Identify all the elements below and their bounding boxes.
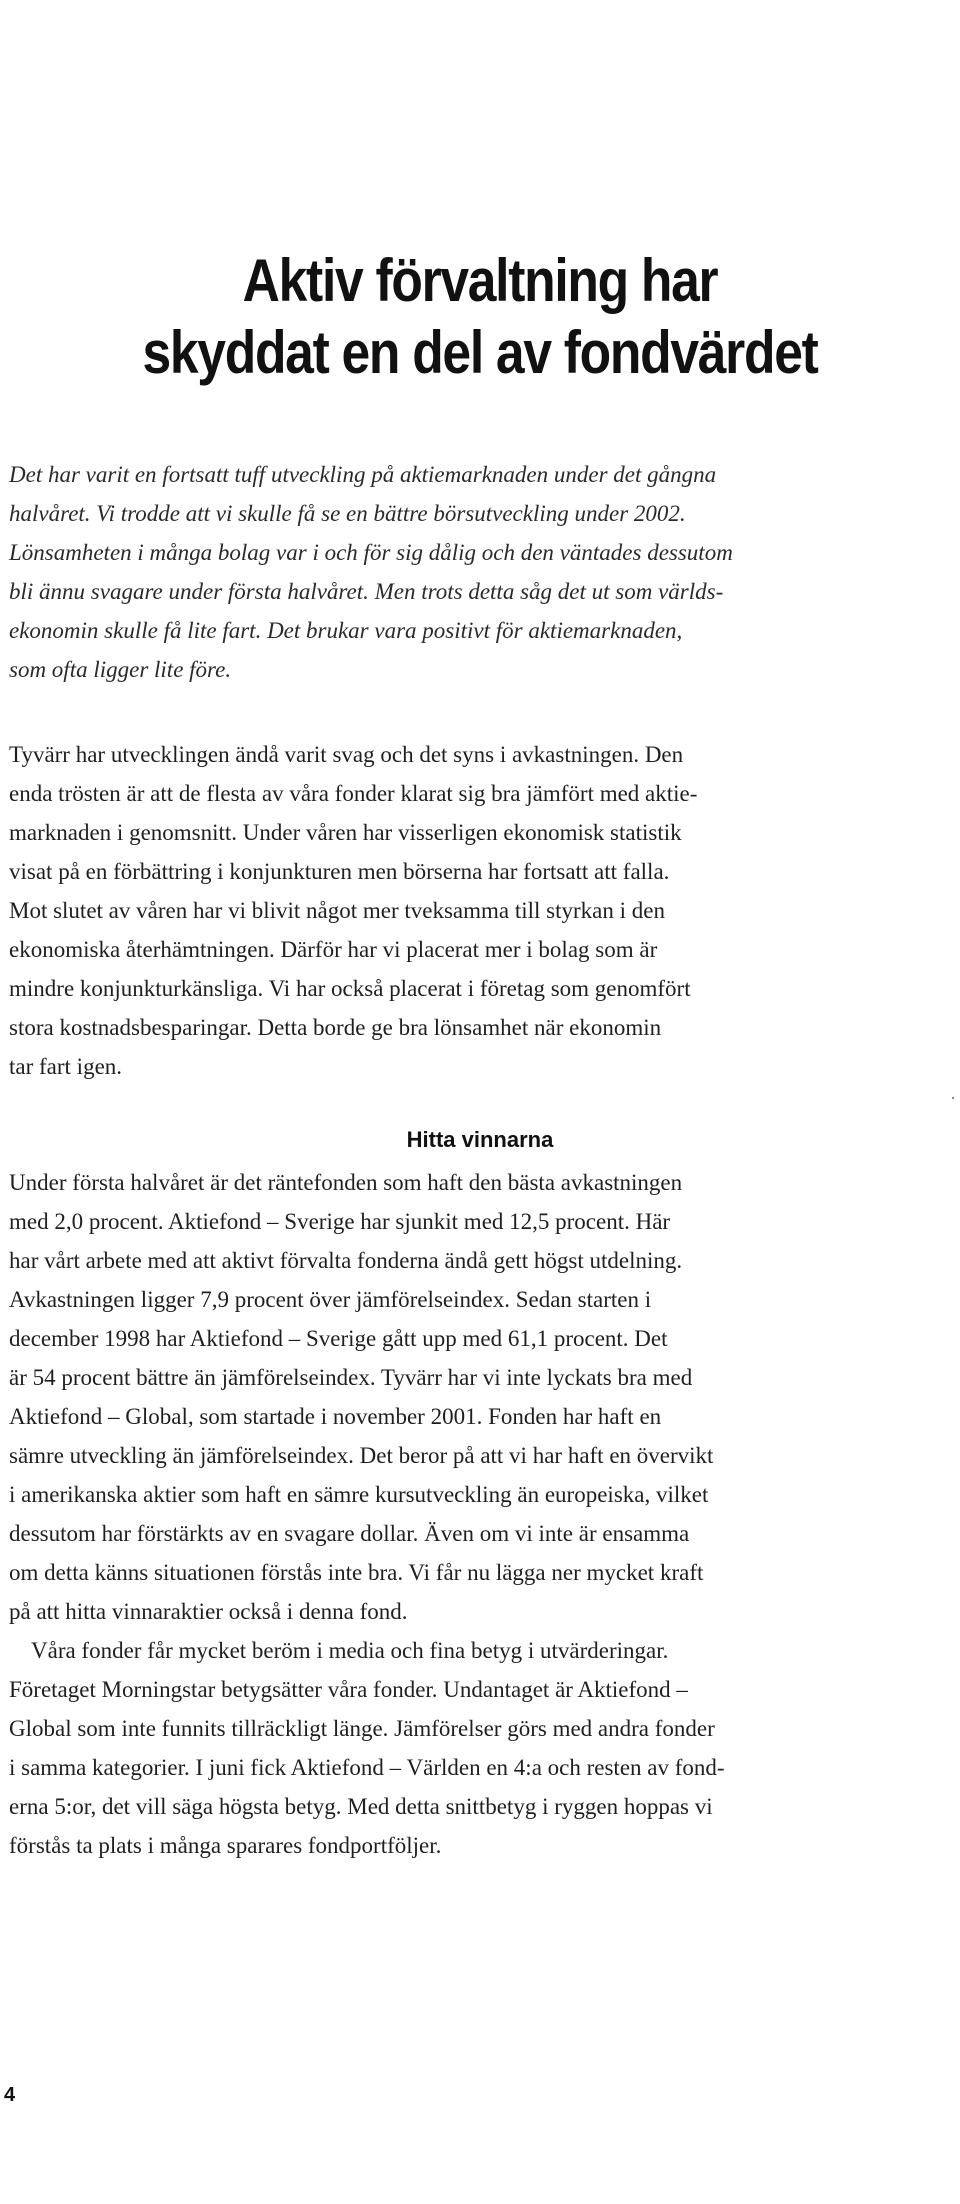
body-line: Våra fonder får mycket beröm i media och fina betyg i utvärderingar.	[31, 1638, 669, 1663]
body-line: med 2,0 procent. Aktiefond – Sverige har sjunkit med 12,5 procent. Här	[9, 1209, 671, 1234]
intro-line: bli ännu svagare under första halvåret. Men trots detta såg det ut som världs-	[9, 579, 724, 604]
body-line: förstås ta plats i många sparares fondportföljer.	[9, 1833, 442, 1858]
title-line-1: Aktiv förvaltning har	[242, 247, 718, 314]
body-line: Aktiefond – Global, som startade i november 2001. Fonden har haft en	[9, 1404, 662, 1429]
body-line: mindre konjunkturkänsliga. Vi har också placerat i företag som genomfört	[9, 976, 691, 1001]
body-line: Tyvärr har utvecklingen ändå varit svag och det syns i avkastningen. Den	[9, 742, 684, 767]
intro-line: halvåret. Vi trodde att vi skulle få se en bättre börsutveckling under 2002.	[9, 501, 686, 526]
body-line: på att hitta vinnaraktier också i denna fond.	[9, 1599, 408, 1624]
body-line: om detta känns situationen förstås inte bra. Vi får nu lägga ner mycket kraft	[9, 1560, 704, 1585]
body-line: dessutom har förstärkts av en svagare dollar. Även om vi inte är ensamma	[9, 1521, 690, 1546]
page-number: 4	[4, 2084, 16, 2106]
body-line: erna 5:or, det vill säga högsta betyg. Med detta snittbetyg i ryggen hoppas vi	[9, 1794, 713, 1819]
body-line: Mot slutet av våren har vi blivit något mer tveksamma till styrkan i den	[9, 898, 665, 923]
print-speck	[952, 1097, 954, 1099]
body-line: Under första halvåret är det räntefonden som haft den bästa avkastningen	[9, 1170, 683, 1195]
body-line: sämre utveckling än jämförelseindex. Det beror på att vi har haft en övervikt	[9, 1443, 714, 1468]
title-line-2: skyddat en del av fondvärdet	[142, 319, 818, 386]
body-line: december 1998 har Aktiefond – Sverige gått upp med 61,1 procent. Det	[9, 1326, 668, 1351]
body-line: Global som inte funnits tillräckligt länge. Jämförelser görs med andra fonder	[9, 1716, 715, 1741]
body-line: har vårt arbete med att aktivt förvalta fonderna ändå gett högst utdelning.	[9, 1248, 683, 1273]
intro-paragraph	[9, 455, 809, 689]
body-line: är 54 procent bättre än jämförelseindex. Tyvärr har vi inte lyckats bra med	[9, 1365, 693, 1390]
body-line: tar fart igen.	[9, 1054, 123, 1079]
body-line: Avkastningen ligger 7,9 procent över jämförelseindex. Sedan starten i	[9, 1287, 652, 1312]
section-heading: Hitta vinnarna	[406, 1127, 554, 1152]
body-line: Företaget Morningstar betygsätter våra fonder. Undantaget är Aktiefond –	[9, 1677, 688, 1702]
body-paragraph-2	[9, 1163, 809, 1865]
body-line: marknaden i genomsnitt. Under våren har visserligen ekonomisk statistik	[9, 820, 682, 845]
intro-line: Lönsamheten i många bolag var i och för sig dålig och den väntades dessutom	[9, 540, 733, 565]
page-title	[67, 245, 893, 389]
body-line: enda trösten är att de flesta av våra fonder klarat sig bra jämfört med aktie-	[9, 781, 698, 806]
intro-line: som ofta ligger lite före.	[9, 657, 232, 682]
body-line: i samma kategorier. I juni fick Aktiefond – Världen en 4:a och resten av fond-	[9, 1755, 725, 1780]
body-line: visat på en förbättring i konjunkturen men börserna har fortsatt att falla.	[9, 859, 670, 884]
body-line: ekonomiska återhämtningen. Därför har vi placerat mer i bolag som är	[9, 937, 658, 962]
intro-line: Det har varit en fortsatt tuff utveckling på aktiemarknaden under det gångna	[9, 462, 717, 487]
body-paragraph-1	[9, 735, 809, 1086]
body-line: stora kostnadsbesparingar. Detta borde ge bra lönsamhet när ekonomin	[9, 1015, 662, 1040]
body-line: i amerikanska aktier som haft en sämre kursutveckling än europeiska, vilket	[9, 1482, 709, 1507]
intro-line: ekonomin skulle få lite fart. Det brukar vara positivt för aktiemarknaden,	[9, 618, 683, 643]
